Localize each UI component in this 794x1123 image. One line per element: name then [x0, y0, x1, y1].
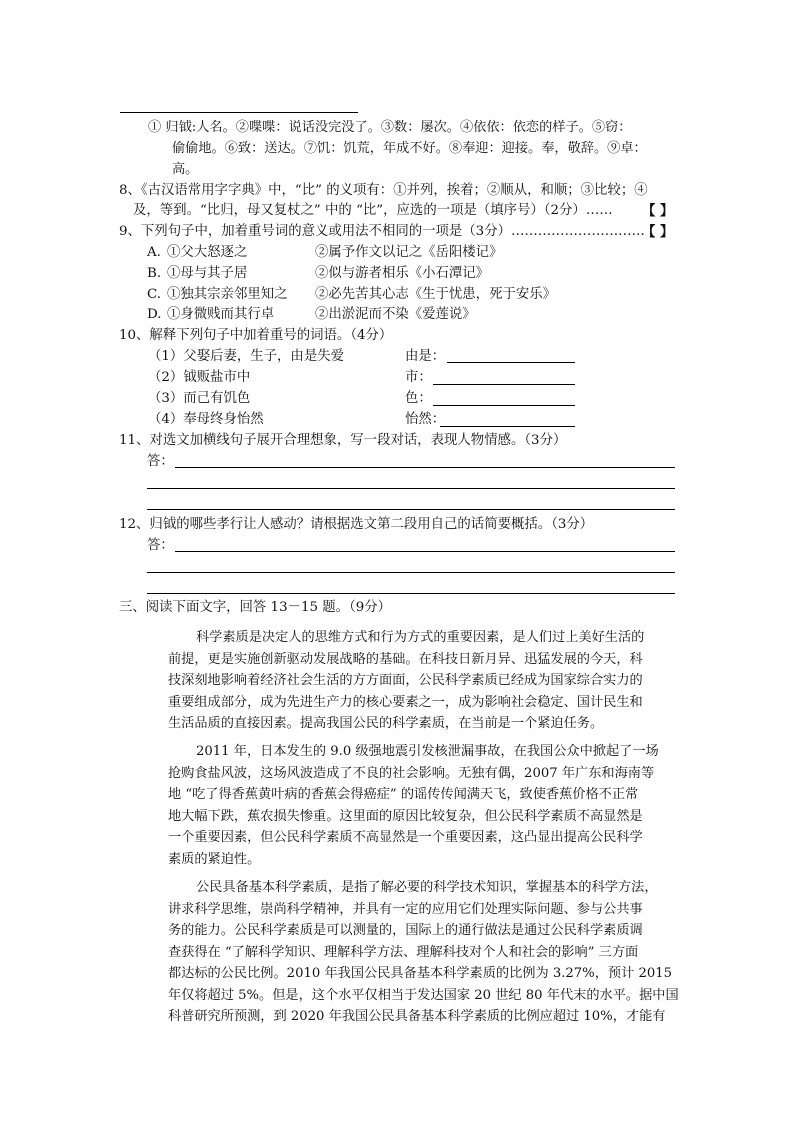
q9-option-c-label: C. [147, 287, 162, 302]
passage-p2-line: 抢购食盐风波，这场风波造成了不良的社会影响。无独有偶，2007 年广东和海南等 [168, 765, 655, 781]
q9-answer-bracket: 【 】 [642, 224, 674, 240]
q10-item-3-word: 色： [405, 391, 432, 406]
passage-p2-line: 一个重要因素，但公民科学素质不高显然是一个重要因素，这凸显出提高公民科学 [168, 830, 643, 845]
q10-item-2-word: 市： [405, 370, 432, 385]
q10-stem: 10、解释下列句子中加着重号的词语。（4分） [119, 328, 393, 343]
footnote-line-2: 偷偷地。⑥致：送达。⑦饥：饥荒，年成不好。⑧奉迎：迎接。奉，敬辞。⑨卓： [172, 141, 647, 156]
footnote-line-3: 高。 [172, 162, 199, 177]
section-3-heading: 三、阅读下面文字，回答 13－15 题。（9分） [119, 600, 392, 615]
footnote-line-1: ① 归钺:人名。②喋喋：说话没完没了。③数：屡次。④依依：依恋的样子。⑤窃： [148, 120, 632, 135]
passage-p1-line: 技深刻地影响着经济社会生活的方方面面，公民科学素质已经成为国家综合实力的 [168, 673, 643, 688]
q10-item-3-sentence: （3）而己有饥色 [148, 391, 251, 406]
passage-p3-line: 讲求科学思维，崇尚科学精神，并具有一定的应用它们处理实际问题、参与公共事 [168, 901, 643, 917]
q11-answer-line-2[interactable] [147, 488, 675, 489]
passage-p2-line: 素质的紧迫性。 [168, 851, 261, 867]
passage-paragraph-1 [168, 627, 674, 735]
passage-paragraph-2 [168, 741, 674, 870]
q10-item-4-sentence: （4）奉母终身怡然 [148, 412, 264, 427]
q8-stem-line-1: 8、《古汉语常用字字典》中，“比” 的义项有：①并列，挨着；②顺从，和顺；③比较；④ [119, 183, 648, 198]
passage-p2-line: 地 “吃了得香蕉黄叶病的香蕉会得癌症” 的谣传传闻满天飞，致使香蕉价格不正常 [168, 787, 639, 802]
q10-item-4-answer-line[interactable] [440, 426, 575, 427]
passage-p1-line: 重要组成部分，成为先进生产力的核心要素之一，成为影响社会稳定、国计民生和 [168, 694, 643, 710]
passage-p1-line: 前提，更是实施创新驱动发展战略的基础。在科技日新月异、迅猛发展的今天，科 [168, 651, 643, 667]
q12-answer-label: 答： [147, 538, 174, 553]
q12-stem: 12、归钺的哪些孝行让人感动？请根据选文第二段用自己的话简要概括。（3分） [119, 517, 594, 532]
q11-answer-line-3[interactable] [147, 509, 675, 510]
q10-item-1-answer-line[interactable] [447, 362, 575, 363]
passage-paragraph-3 [168, 877, 679, 1028]
q10-item-2-sentence: （2）钺贩盐市中 [148, 370, 251, 385]
q9-option-c-first: ①独其宗亲邻里知之 [167, 287, 288, 302]
q9-option-b-label: B. [147, 266, 162, 281]
q11-stem: 11、对选文加横线句子展开合理想象，写一段对话，表现人物情感。（3分） [119, 433, 567, 448]
passage-p3-line: 公民具备基本科学素质，是指了解必要的科学技术知识，掌握基本的科学方法， [196, 880, 658, 895]
q9-option-a-second: ②属予作文以记之《岳阳楼记》 [315, 245, 503, 260]
q10-item-3-answer-line[interactable] [433, 405, 575, 406]
passage-p3-line: 务的能力。公民科学素质是可以测量的，国际上的通行做法是通过公民科学素质调 [168, 923, 643, 938]
q9-stem: 9、下列句子中，加着重号词的意义或用法不相同的一项是（3分）………………………… [119, 224, 645, 239]
q8-stem-line-2: 及，等到。“比归，母又复杖之” 中的 “比”，应选的一项是（填序号）（2分）…… [133, 203, 613, 218]
passage-p3-line: 科普研究所预测，到 2020 年我国公民具备基本科学素质的比例应超过 10%，才能有 [168, 1009, 666, 1024]
q11-answer-line-1[interactable] [175, 467, 675, 468]
passage-p3-line: 查获得在 “了解科学知识、理解科学方法、理解科技对个人和社会的影响” 三方面 [168, 944, 639, 960]
q11-answer-label: 答： [147, 454, 174, 469]
q10-item-1-word: 由是： [405, 349, 446, 364]
passage-p2-line: 2011 年，日本发生的 9.0 级强地震引发核泄漏事故，在我国公众中掀起了一场 [196, 744, 659, 759]
q9-option-a-first: ①父大怒逐之 [167, 245, 248, 260]
passage-p3-line: 年仅将超过 5%。但是，这个水平仅相当于发达国家 20 世纪 80 年代末的水平。据中国 [168, 987, 679, 1003]
passage-p1-line: 生活品质的直接因素。提高我国公民的科学素质，在当前是一个紧迫任务。 [168, 716, 604, 731]
q9-option-d-label: D. [147, 307, 162, 322]
q9-option-b-first: ①母与其子居 [167, 266, 248, 281]
q10-item-2-answer-line[interactable] [433, 384, 575, 385]
q8-answer-bracket: 【 】 [642, 203, 674, 219]
passage-p3-line: 都达标的公民比例。2010 年我国公民具备基本科学素质的比例为 3.27%，预计 2015 [168, 966, 673, 981]
q9-option-b-second: ②似与游者相乐《小石潭记》 [315, 266, 490, 281]
q9-option-d-second: ②出淤泥而不染《爱莲说》 [315, 307, 476, 322]
q9-option-c-second: ②必先苦其心志《生于忧患，死于安乐》 [315, 287, 557, 302]
footnote-divider [120, 112, 358, 113]
q12-answer-line-1[interactable] [175, 551, 675, 552]
q12-answer-line-2[interactable] [147, 572, 675, 573]
q9-option-d-first: ①身微贱而其行卓 [167, 307, 275, 322]
passage-p2-line: 地大幅下跌，蕉农损失惨重。这里面的原因比较复杂，但公民科学素质不高显然是 [168, 808, 643, 824]
q12-answer-line-3[interactable] [147, 593, 675, 594]
q10-item-1-sentence: （1）父娶后妻，生子，由是失爱 [148, 349, 344, 364]
q10-item-4-word: 怡然： [405, 412, 446, 427]
q9-option-a-label: A. [147, 245, 161, 260]
passage-p1-line: 科学素质是决定人的思维方式和行为方式的重要因素，是人们过上美好生活的 [196, 630, 645, 645]
